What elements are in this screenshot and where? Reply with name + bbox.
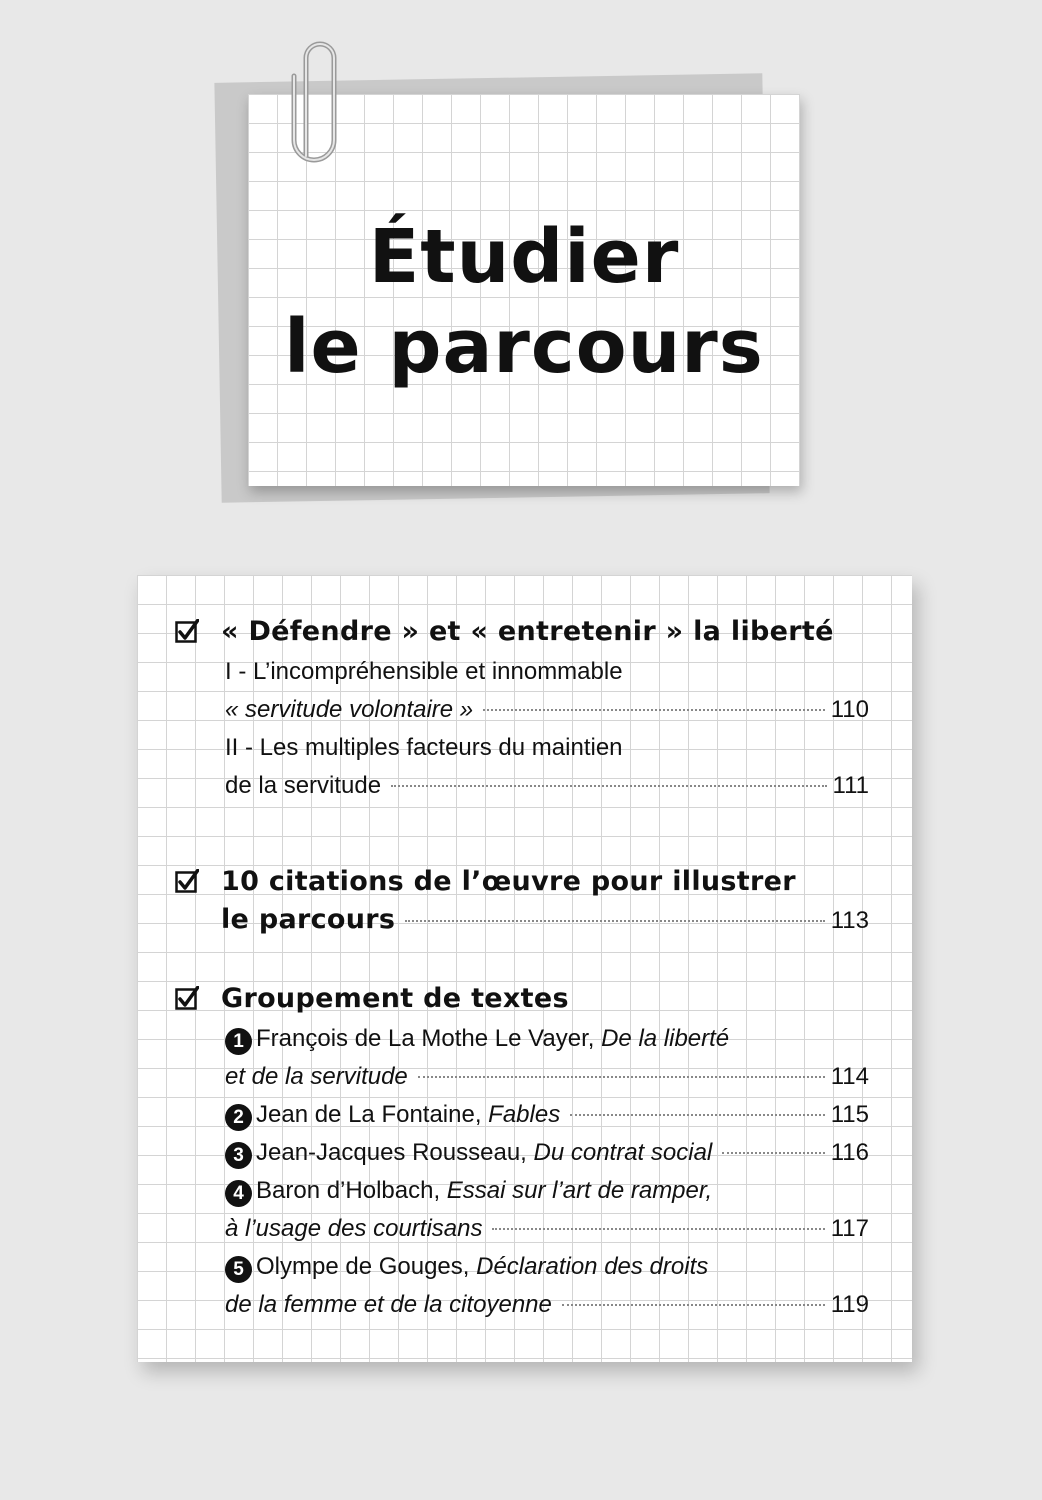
toc-entry-author: Baron d’Holbach, [256,1177,447,1204]
toc-entry-work: De la liberté [601,1025,730,1052]
toc-entry-rousseau[interactable] [225,1134,869,1172]
toc-entry-maintien-servitude[interactable] [225,767,869,805]
page-number: 113 [830,907,869,934]
toc-entry-line [225,1172,869,1210]
leader-dots [405,920,824,922]
section-heading-citations: 10 citations de l’œuvre pour illustrer [221,866,796,897]
toc-entry-line: I - L’incompréhensible et innommable [225,658,623,685]
number-badge: 4 [225,1180,252,1207]
checkbox-checked-icon [175,986,199,1010]
toc-entry-work: de la femme et de la citoyenne [225,1291,552,1318]
checkbox-checked-icon [175,869,199,893]
page-number: 114 [830,1063,869,1090]
section-heading-groupement: Groupement de textes [221,983,569,1014]
toc-entry-line [225,1248,869,1286]
number-badge: 1 [225,1028,252,1055]
toc-entry-line: II - Les multiples facteurs du maintien [225,734,623,761]
toc-entry-work: à l’usage des courtisans [225,1215,483,1242]
toc-entry-work: et de la servitude [225,1063,408,1090]
page-number: 110 [830,696,869,723]
toc-entry-author: François de La Mothe Le Vayer, [256,1025,602,1052]
toc-entry-citations[interactable] [221,901,869,940]
leader-dots [492,1228,824,1230]
page-title [248,212,800,392]
page-number: 119 [830,1291,869,1318]
paperclip-icon [284,36,348,176]
toc-entry-author: Olympe de Gouges, [256,1253,477,1280]
toc-entry-holbach[interactable] [225,1210,869,1248]
toc-entry-servitude-volontaire[interactable] [225,691,869,729]
toc-entry-author: Jean-Jacques Rousseau, [256,1139,534,1166]
toc-entry-work: Déclaration des droits [476,1253,709,1280]
toc-entry-olympe-de-gouges[interactable] [225,1286,869,1324]
page-number: 117 [830,1215,869,1242]
number-badge: 3 [225,1142,252,1169]
contents-card [137,575,912,1362]
toc-entry-work: Essai sur l’art de ramper, [446,1177,713,1204]
leader-dots [562,1304,825,1306]
leader-dots [722,1152,824,1154]
page-number: 115 [830,1101,869,1128]
page-number: 111 [832,772,869,799]
toc-entry-work: Fables [488,1101,561,1128]
toc-entry-line [225,1020,869,1058]
section-heading-continuation: le parcours [221,904,396,935]
page-number: 116 [830,1139,869,1166]
toc-entry-la-fontaine[interactable] [225,1096,869,1134]
section-heading-liberte: « Défendre » et « entretenir » la liberté [221,616,834,647]
toc-entry-title: de la servitude [225,772,382,799]
checkbox-checked-icon [175,619,199,643]
toc-entry-work: Du contrat social [533,1139,713,1166]
leader-dots [391,785,826,787]
number-badge: 2 [225,1104,252,1131]
number-badge: 5 [225,1256,252,1283]
toc-entry-title: « servitude volontaire » [225,696,474,723]
title-line-2: le parcours [284,304,764,390]
toc-entry-la-mothe-le-vayer[interactable] [225,1058,869,1096]
leader-dots [483,709,825,711]
toc-entry-author: Jean de La Fontaine, [256,1101,489,1128]
leader-dots [418,1076,825,1078]
leader-dots [570,1114,825,1116]
title-line-1: Étudier [368,214,680,300]
